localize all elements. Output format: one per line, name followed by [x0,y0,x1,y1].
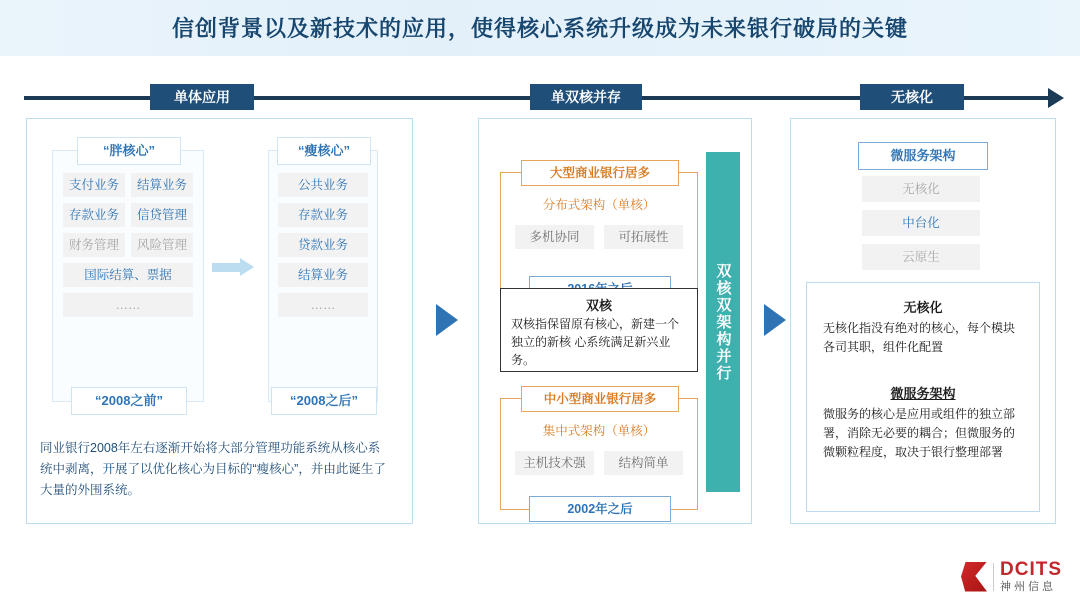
table-row [63,233,193,263]
large-bank-header: 大型商业银行居多 [521,160,679,186]
list-item: 信贷管理 [131,203,193,227]
table-row [63,263,193,293]
dual-core-definition-box [500,288,698,372]
dual-core-title: 双核 [585,298,612,313]
thin-core-column [268,143,378,408]
dual-core-sidebar-label: 双核双架构并行 [706,152,740,492]
panel-single-app-note: 同业银行2008年左右逐渐开始将大部分管理功能系统从核心系统中剥离，开展了以优化核心为目标的“瘦核心”，并由此诞生了大量的外围系统。 [40,441,386,497]
list-item: 可拓展性 [604,225,683,249]
logo-text-cn: 神州信息 [1000,581,1056,593]
small-bank-subtitle: 集中式架构（单核） [542,424,656,438]
small-bank-tags [515,451,683,481]
transition-arrow-icon [212,258,256,276]
brand-logo [961,560,1062,593]
list-item: 支付业务 [63,173,125,197]
thin-core-grid [278,173,368,323]
list-item: 中台化 [862,210,980,236]
microservice-header: 微服务架构 [858,142,988,170]
coreless-section-text-2: 微服务的核心是应用或组件的独立部署，消除无必要的耦合；但微服务的微颗粒程度，取决于银行整理部署 [823,407,1016,459]
list-item: 云原生 [862,244,980,270]
list-item: 结算业务 [278,263,368,287]
coreless-feature-list [862,176,980,278]
stage-label-dual-core: 单双核并存 [530,84,642,110]
thin-core-header: “瘦核心” [277,137,371,165]
thin-core-footer: “2008之后” [271,387,377,415]
logo-text-en: DCITS [1000,559,1062,580]
stage-label-coreless: 无核化 [860,84,964,110]
table-row [63,173,193,203]
timeline-arrow-icon [1048,88,1064,108]
fat-core-grid [63,173,193,323]
large-bank-subtitle: 分布式架构（单核） [542,198,656,212]
coreless-section-title-2: 微服务架构 [890,386,956,401]
list-item: 无核化 [862,176,980,202]
list-item: 结构简单 [604,451,683,475]
list-item: 国际结算、票据 [63,263,193,287]
list-item: 公共业务 [278,173,368,197]
small-bank-footer: 2002年之后 [529,496,671,522]
list-item: …… [278,293,368,317]
list-item: 存款业务 [63,203,125,227]
stage-arrow-1-icon [436,304,458,336]
logo-divider [993,563,994,591]
dcits-logo-icon [961,562,987,592]
list-item: 贷款业务 [278,233,368,257]
coreless-section-text-1: 无核化指没有绝对的核心，每个模块各司其职，组件化配置 [823,321,1016,354]
coreless-section-title-1: 无核化 [903,300,943,315]
stage-label-single-app: 单体应用 [150,84,254,110]
fat-core-column [52,143,204,408]
large-bank-tags [515,225,683,255]
list-item: 风险管理 [131,233,193,257]
page-title: 信创背景以及新技术的应用，使得核心系统升级成为未来银行破局的关键 [171,16,908,41]
list-item: 主机技术强 [515,451,594,475]
list-item: 结算业务 [131,173,193,197]
list-item: 财务管理 [63,233,125,257]
list-item: 存款业务 [278,203,368,227]
list-item: 多机协同 [515,225,594,249]
large-bank-box [500,166,698,290]
coreless-detail-box [806,282,1040,512]
list-item: …… [63,293,193,317]
dual-core-text: 双核指保留原有核心，新建一个独立的新核 心系统满足新兴业务。 [511,317,680,367]
small-bank-header: 中小型商业银行居多 [521,386,679,412]
table-row [63,293,193,323]
table-row [63,203,193,233]
logo-text [1000,560,1062,593]
stage-arrow-2-icon [764,304,786,336]
fat-core-footer: “2008之前” [71,387,187,415]
small-bank-box [500,392,698,516]
fat-core-header: “胖核心” [77,137,181,165]
